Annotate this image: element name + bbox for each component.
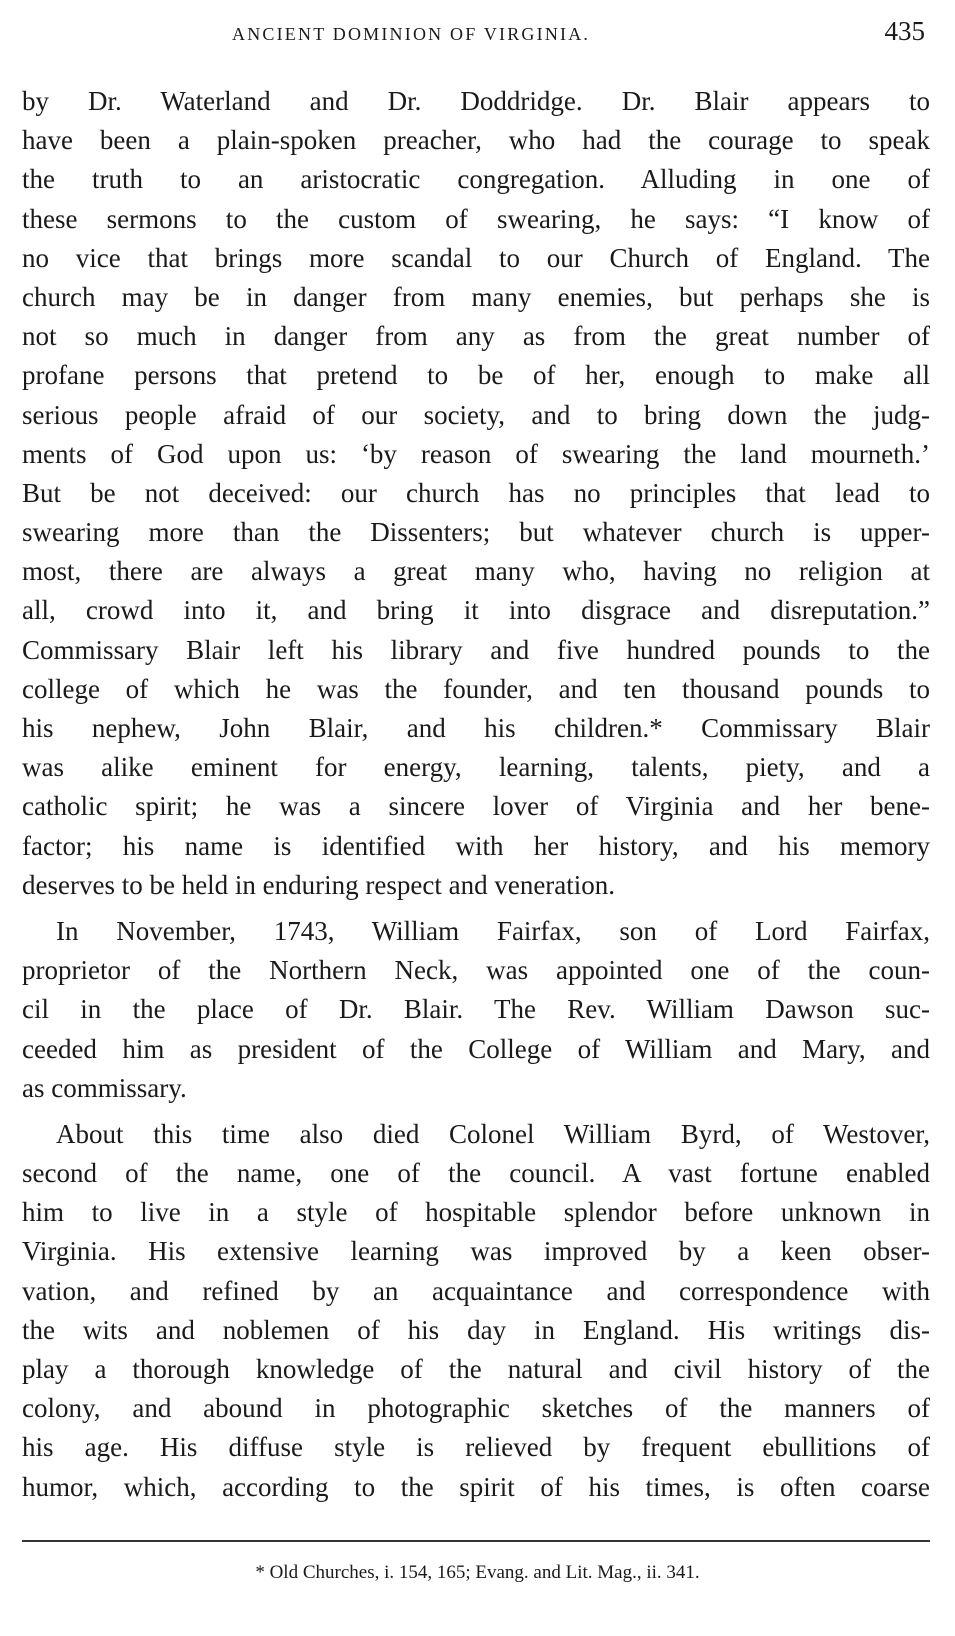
page-header (22, 14, 933, 54)
text-line: all, crowd into it, and bring it into disgrace and disreputation.” (22, 595, 930, 626)
text-line: no vice that brings more scandal to our Church of England. The (22, 242, 930, 273)
text-line: not so much in danger from any as from the great number of (22, 321, 930, 352)
text-line: vation, and refined by an acquaintance and correspondence with (22, 1275, 930, 1306)
footnote: * Old Churches, i. 154, 165; Evang. and Lit. Mag., ii. 341. (255, 1562, 700, 1583)
text-line: proprietor of the Northern Neck, was appointed one of the coun- (22, 955, 930, 986)
text-line: humor, which, according to the spirit of his times, is often coarse (22, 1471, 930, 1502)
text-line: In November, 1743, William Fairfax, son of Lord Fairfax, (56, 915, 930, 946)
text-line: the truth to an aristocratic congregation. Alluding in one of (22, 164, 930, 195)
text-line: Commissary Blair left his library and five hundred pounds to the (22, 634, 930, 665)
text-line: these sermons to the custom of swearing, he says: “I know of (22, 203, 930, 234)
text-line: ments of God upon us: ‘by reason of swearing the land mourneth.’ (22, 438, 930, 469)
paragraph (22, 82, 930, 905)
paragraph (22, 912, 930, 1108)
text-line: cil in the place of Dr. Blair. The Rev. William Dawson suc- (22, 994, 930, 1025)
text-line: college of which he was the founder, and ten thousand pounds to (22, 673, 930, 704)
text-line: by Dr. Waterland and Dr. Doddridge. Dr. Blair appears to (22, 86, 930, 116)
text-line: second of the name, one of the council. A vast fortune enabled (22, 1158, 930, 1189)
text-line: deserves to be held in enduring respect and veneration. (22, 869, 616, 900)
text-line: him to live in a style of hospitable splendor before unknown in (22, 1197, 930, 1228)
text-line: profane persons that pretend to be of her, enough to make all (22, 360, 930, 391)
page-number: 435 (884, 16, 925, 46)
text-line: catholic spirit; he was a sincere lover of Virginia and her bene- (22, 791, 930, 822)
text-line: church may be in danger from many enemies, but perhaps she is (22, 281, 930, 312)
paragraph-gap (22, 1108, 930, 1115)
text-line: swearing more than the Dissenters; but whatever church is upper- (22, 517, 930, 548)
text-line: serious people afraid of our society, and to bring down the judg- (22, 399, 930, 430)
footnote-divider (22, 1540, 930, 1542)
text-line: play a thorough knowledge of the natural and civil history of the (22, 1354, 930, 1384)
text-line: factor; his name is identified with her history, and his memory (22, 830, 930, 861)
text-line: Virginia. His extensive learning was improved by a keen obser- (22, 1236, 930, 1267)
text-line: his age. His diffuse style is relieved by frequent ebullitions of (22, 1432, 930, 1463)
text-line: But be not deceived: our church has no principles that lead to (22, 477, 930, 508)
running-title: ANCIENT DOMINION OF VIRGINIA. (232, 24, 591, 44)
text-line: the wits and noblemen of his day in England. His writings dis- (22, 1314, 930, 1345)
text-line: have been a plain-spoken preacher, who had the courage to speak (22, 125, 930, 156)
text-line: was alike eminent for energy, learning, talents, piety, and a (22, 752, 930, 783)
paragraph (22, 1115, 930, 1507)
text-line: colony, and abound in photographic sketches of the manners of (22, 1393, 930, 1424)
text-line: most, there are always a great many who, having no religion at (22, 556, 930, 587)
text-line: ceeded him as president of the College of William and Mary, and (22, 1033, 930, 1064)
text-line: his nephew, John Blair, and his children.* Commissary Blair (22, 713, 930, 743)
text-line: as commissary. (22, 1072, 187, 1103)
text-line: About this time also died Colonel William Byrd, of Westover, (56, 1118, 930, 1149)
body-text (22, 82, 930, 1507)
paragraph-gap (22, 905, 930, 912)
